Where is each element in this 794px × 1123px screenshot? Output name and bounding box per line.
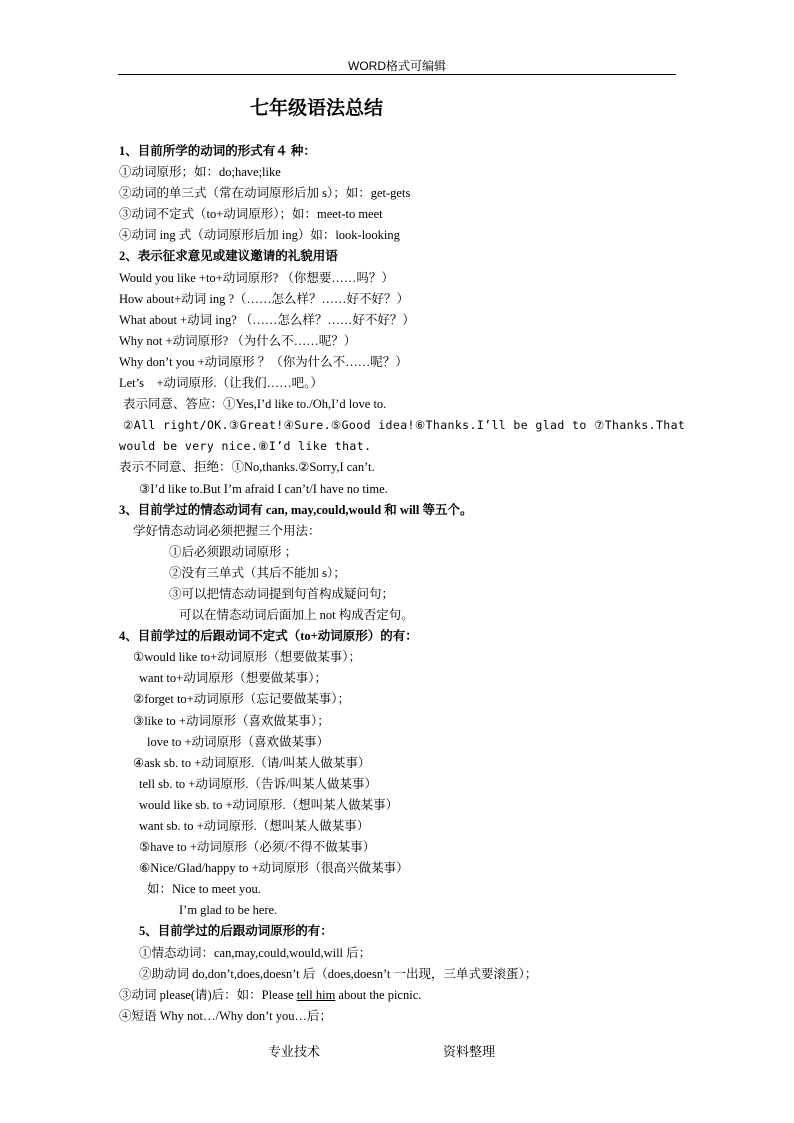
text-line: 可以在情态动词后面加上 not 构成否定句。: [179, 608, 414, 623]
text-line: 表示不同意、拒绝：①No,thanks.②Sorry,I can’t.: [119, 460, 375, 475]
text-line: Why don’t you +动词原形 ？（你为什么不……呢？）: [119, 354, 408, 369]
text-line: What about +动词 ing? （……怎么样？……好不好？）: [119, 312, 415, 327]
section-heading: 1、目前所学的动词的形式有４ 种：: [119, 144, 316, 158]
text-line: love to +动词原形（喜欢做某事）: [147, 734, 330, 749]
text-line: Why not +动词原形? （为什么不……呢？）: [119, 333, 357, 348]
text-line: Let’s +动词原形.（让我们……吧。）: [119, 376, 323, 391]
text-line: ①后必须跟动词原形 ；: [169, 544, 298, 559]
text-line: ③like to +动词原形（喜欢做某事）；: [133, 713, 330, 728]
section-heading: 4、目前学过的后跟动词不定式（to+动词原形）的有：: [119, 629, 418, 644]
text-line: Would you like +to+动词原形? （你想要……吗？）: [119, 270, 394, 285]
underlined-phrase: tell him: [296, 987, 336, 1002]
footer-left: 专业技术: [268, 1044, 321, 1059]
text-line: ①would like to+动词原形（想要做某事）；: [133, 650, 361, 665]
footer-right: 资料整理: [443, 1044, 496, 1059]
text-line: ②没有三单式（其后不能加 s）；: [169, 565, 346, 580]
document-title: 七年级语法总结: [250, 97, 384, 119]
text-line: ⑥Nice/Glad/happy to +动词原形（很高兴做某事）: [139, 861, 409, 876]
text-line: ②All right/OK.③Great!④Sure.⑤Good idea!⑥Thanks.I’ll be glad to ⑦Thanks.That: [123, 418, 686, 433]
text-line: tell sb. to +动词原形.（告诉/叫某人做某事）: [139, 776, 377, 791]
text-line: How about+动词 ing ?（……怎么样？……好不好？）: [119, 291, 410, 306]
section-heading: 5、目前学过的后跟动词原形的有：: [139, 924, 333, 939]
header-rule: [118, 74, 676, 75]
page-header: WORD格式可编辑: [348, 59, 446, 73]
text-line: ①情态动词：can,may,could,would,will 后；: [139, 945, 372, 960]
text-line: ②助动词 do,don’t,does,doesn’t 后（does,doesn’t 一出现，三单式要滚蛋）；: [139, 966, 538, 981]
text-line: would be very nice.⑧I’d like that.: [119, 439, 372, 454]
text-line: want sb. to +动词原形.（想叫某人做某事）: [139, 819, 370, 833]
text-line: ③I’d like to.But I’m afraid I can’t/I have no time.: [139, 481, 388, 496]
text-line: want to+动词原形（想要做某事）；: [139, 671, 327, 686]
text-line: 学好情态动词必须把握三个用法：: [133, 523, 321, 538]
text-line: I’m glad to be here.: [179, 903, 278, 918]
text-line: ④动词 ing 式（动词原形后加 ing）如：look-looking: [119, 228, 400, 243]
text-line: ②动词的单三式（常在动词原形后加 s）；如：get-gets: [119, 186, 411, 201]
section-heading: 2、表示征求意见或建议邀请的礼貌用语: [119, 249, 338, 264]
text-line: ⑤have to +动词原形（必须/不得不做某事）: [139, 840, 376, 855]
document-body: [119, 141, 684, 1027]
text-line: ②forget to+动词原形（忘记要做某事）；: [133, 692, 350, 707]
text-line: ④ask sb. to +动词原形.（请/叫某人做某事）: [133, 755, 371, 770]
text-line: would like sb. to +动词原形.（想叫某人做某事）: [139, 797, 399, 812]
text-line: ③动词不定式（to+动词原形）；如：meet-to meet: [119, 207, 383, 222]
text-line: ④短语 Why not…/Why don’t you…后；: [119, 1008, 332, 1023]
text-line: 如：Nice to meet you.: [147, 882, 261, 897]
section-heading: 3、目前学过的情态动词有 can, may,could,would 和 will 等五个。: [119, 502, 473, 517]
text-line: ③动词 please(请)后：如：Please tell him about the picnic.: [119, 987, 422, 1002]
text-line: 表示同意、答应：①Yes,I’d like to./Oh,I’d love to.: [123, 397, 387, 412]
text-line: ③可以把情态动词提到句首构成疑问句；: [169, 586, 395, 601]
text-line: ①动词原形；如：do;have;like: [119, 165, 281, 180]
